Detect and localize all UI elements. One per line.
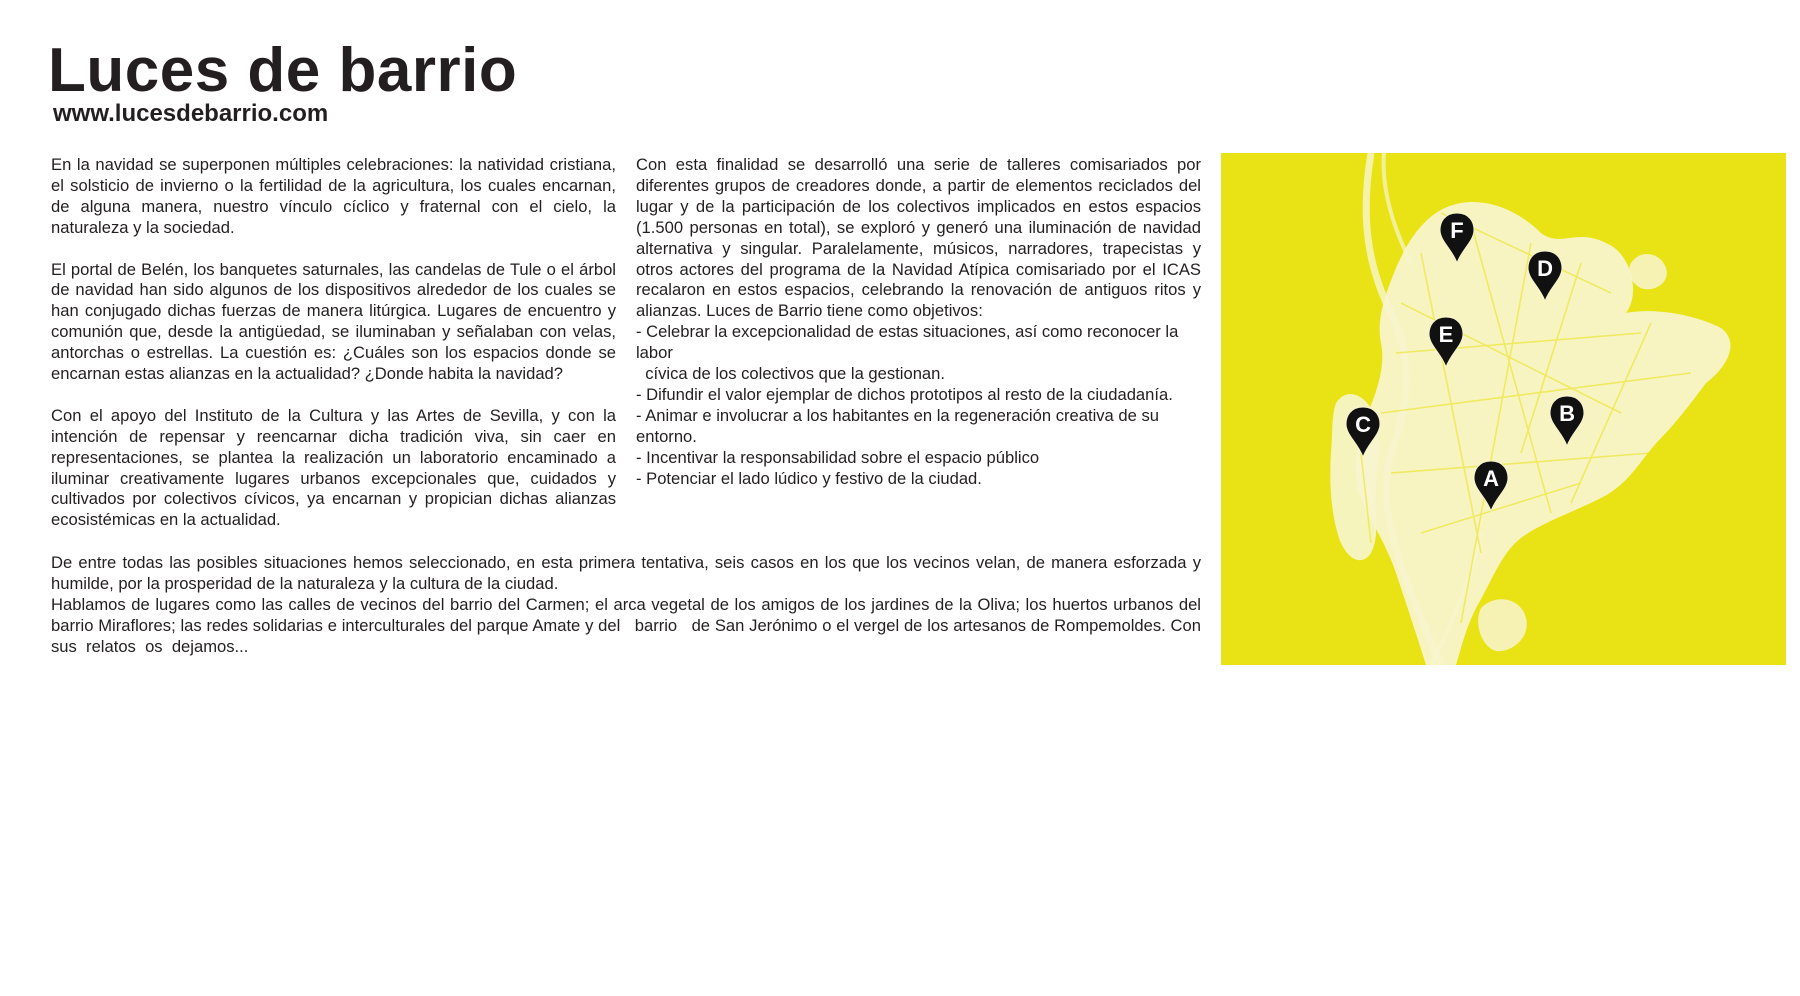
pin-label: F bbox=[1450, 218, 1464, 243]
objective-item: - Animar e involucrar a los habitantes en la regeneración creativa de su entorno. bbox=[636, 405, 1159, 446]
objective-item: - Celebrar la excepcionalidad de estas situaciones, así como reconocer la labor bbox=[636, 322, 1179, 363]
paragraph-selection: De entre todas las posibles situaciones hemos seleccionado, en esta primera tentativa, seis casos en los que los vecinos velan, de manera esforzada y humilde, por la prosperidad de la naturaleza y la cultura de la ciudad. bbox=[51, 553, 1201, 593]
objective-item: - Incentivar la responsabilidad sobre el espacio público bbox=[636, 447, 1040, 467]
pin-label: E bbox=[1438, 322, 1454, 347]
paragraph-intro: En la navidad se superponen múltiples celebraciones: la natividad cristiana, el solsticio de invierno o la fertilidad de la agricultura, los cuales encarnan, de alguna manera, nuestro vínculo cíclico y fraternal con el cielo, la naturaleza y la sociedad. bbox=[51, 155, 616, 237]
city-map bbox=[1221, 153, 1786, 665]
pin-label: A bbox=[1483, 466, 1499, 491]
text-column-left bbox=[51, 155, 616, 531]
objective-item: cívica de los colectivos que la gestionan. bbox=[636, 364, 946, 384]
pin-label: C bbox=[1355, 412, 1371, 437]
paragraph-places: Hablamos de lugares como las calles de vecinos del barrio del Carmen; el arca vegetal de los amigos de los jardines de la Oliva; los huertos urbanos del barrio Miraflores; las redes solidarias e interculturales del parque Amate y del barrio de San Jerónimo o el vergel de los artesanos de Rompemoldes. Con sus relatos os dejamos... bbox=[51, 594, 1211, 656]
city-area bbox=[1478, 599, 1527, 651]
objective-item: - Potenciar el lado lúdico y festivo de la ciudad. bbox=[636, 468, 982, 488]
objectives-list bbox=[636, 322, 1201, 489]
paragraph-talleres: Con esta finalidad se desarrolló una serie de talleres comisariados por diferentes grupos de creadores donde, a partir de elementos reciclados del lugar y de la participación de los colectivos implicados en estos espacios (1.500 personas en total), se exploró y generó una iluminación de navidad alternativa y singular. Paralelamente, músicos, narradores, trapecistas y otros actores del programa de la Navidad Atípica comisariado por el ICAS recalaron en estos espacios, celebrando la renovación de antiguos ritos y alianzas. Luces de Barrio tiene como objetivos: bbox=[636, 155, 1201, 321]
pin-label: B bbox=[1559, 401, 1575, 426]
objective-item: - Difundir el valor ejemplar de dichos prototipos al resto de la ciudadanía. bbox=[636, 384, 1173, 404]
pin-label: D bbox=[1537, 256, 1553, 281]
paragraph-belen: El portal de Belén, los banquetes saturnales, las candelas de Tule o el árbol de navidad han sido algunos de los dispositivos alrededor de los cuales se han conjugado dichas fuerzas de manera litúrgica. Lugares de encuentro y comunión que, desde la antigüedad, se iluminaban y señalaban con velas, antorchas o estrellas. La cuestión es: ¿Cuáles son los espacios donde se encarnan estas alianzas en la actualidad? ¿Donde habita la navidad? bbox=[51, 259, 616, 384]
map-graphic bbox=[1221, 153, 1786, 665]
city-area bbox=[1629, 254, 1667, 289]
page-title: Luces de barrio bbox=[48, 36, 518, 105]
website-url[interactable]: www.lucesdebarrio.com bbox=[53, 100, 329, 127]
paragraph-icas: Con el apoyo del Instituto de la Cultura y las Artes de Sevilla, y con la intención de repensar y reencarnar dicha tradición viva, sin caer en representaciones, se plantea la realización un laboratorio encaminado a iluminar creativamente lugares urbanos excepcionales que, cuidados y cultivados por colectivos cívicos, ya encarnan y propician dichas alianzas ecosistémicas en la actualidad. bbox=[51, 405, 616, 530]
text-bottom bbox=[51, 553, 1211, 658]
text-column-right bbox=[636, 155, 1201, 490]
